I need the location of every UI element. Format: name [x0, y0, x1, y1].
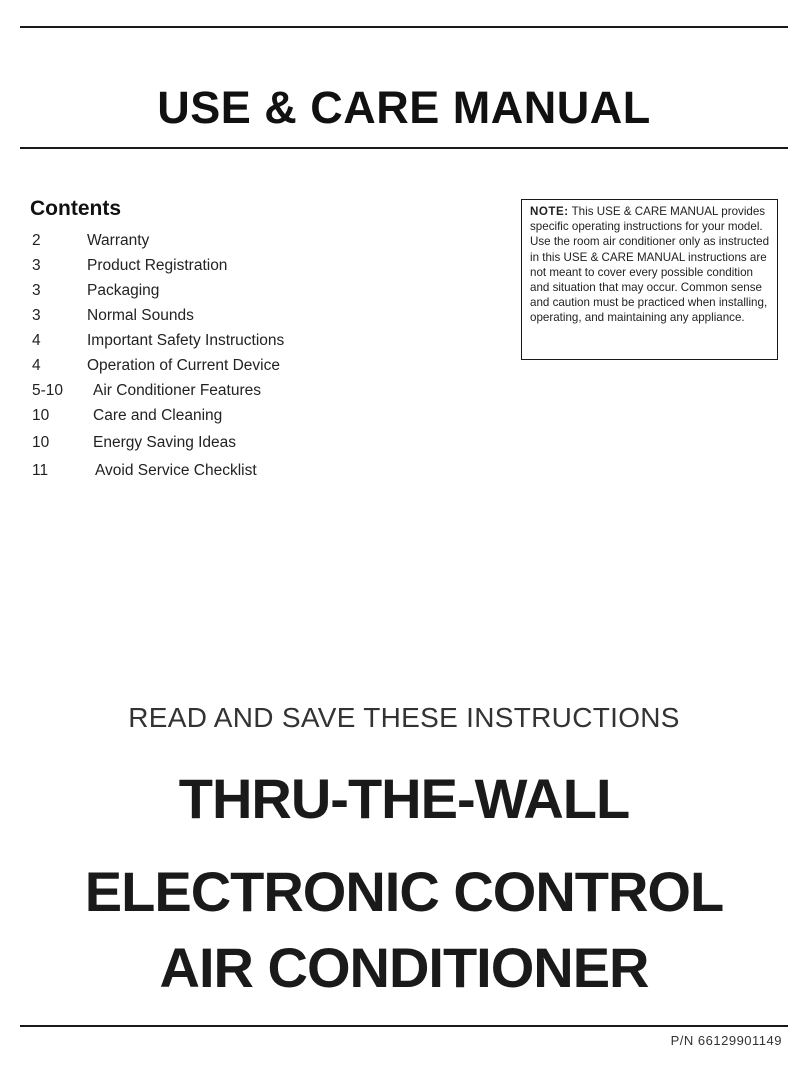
contents-item-title: Product Registration — [87, 257, 228, 274]
contents-item-page: 2 — [32, 232, 41, 249]
contents-item-page: 3 — [32, 282, 41, 299]
title-divider — [20, 147, 788, 149]
contents-item-title: Important Safety Instructions — [87, 332, 285, 349]
contents-item-title: Avoid Service Checklist — [95, 462, 257, 479]
contents-item[interactable] — [30, 332, 450, 357]
contents-item-page: 3 — [32, 257, 41, 274]
contents-item-page: 5-10 — [32, 382, 64, 399]
top-divider — [20, 26, 788, 28]
contents-item[interactable] — [30, 232, 450, 257]
contents-item-title: Packaging — [87, 282, 160, 299]
contents-heading: Contents — [30, 197, 121, 220]
contents-item[interactable] — [30, 307, 450, 332]
contents-item-page: 10 — [32, 407, 50, 424]
bottom-divider — [20, 1025, 788, 1027]
contents-item[interactable] — [30, 462, 450, 487]
part-number: P/N 66129901149 — [670, 1033, 782, 1048]
contents-item[interactable] — [30, 382, 450, 407]
contents-item-title: Warranty — [87, 232, 150, 249]
note-text: This USE & CARE MANUAL provides specific operating instructions for your model. Use the room air conditioner only as instructed in this USE & CARE MANUAL instructions are not meant to cover every possible condition and situation that may occur. Common sense and caution must be practiced when installing, operating, and maintaining any appliance. — [530, 205, 770, 325]
contents-item-page: 10 — [32, 434, 50, 451]
page-title: USE & CARE MANUAL — [157, 82, 651, 133]
note-box — [521, 199, 778, 360]
note-label: NOTE: — [530, 205, 569, 218]
contents-item[interactable] — [30, 434, 450, 462]
contents-item-page: 4 — [32, 357, 41, 374]
contents-item-page: 11 — [32, 462, 49, 479]
product-title-line-3: AIR CONDITIONER — [159, 936, 649, 999]
contents-item[interactable] — [30, 357, 450, 382]
read-and-save-notice: READ AND SAVE THESE INSTRUCTIONS — [128, 702, 680, 733]
contents-item-title: Energy Saving Ideas — [93, 434, 237, 451]
contents-item[interactable] — [30, 407, 450, 434]
contents-item-title: Care and Cleaning — [93, 407, 223, 424]
product-title-line-2: ELECTRONIC CONTROL — [84, 860, 724, 923]
contents-item-page: 3 — [32, 307, 41, 324]
contents-item-title: Normal Sounds — [87, 307, 194, 324]
contents-list — [30, 232, 450, 487]
contents-item-title: Operation of Current Device — [87, 357, 280, 374]
product-title-line-1: THRU-THE-WALL — [178, 767, 630, 830]
contents-item[interactable] — [30, 282, 450, 307]
contents-item[interactable] — [30, 257, 450, 282]
contents-item-title: Air Conditioner Features — [93, 382, 261, 399]
contents-item-page: 4 — [32, 332, 41, 349]
